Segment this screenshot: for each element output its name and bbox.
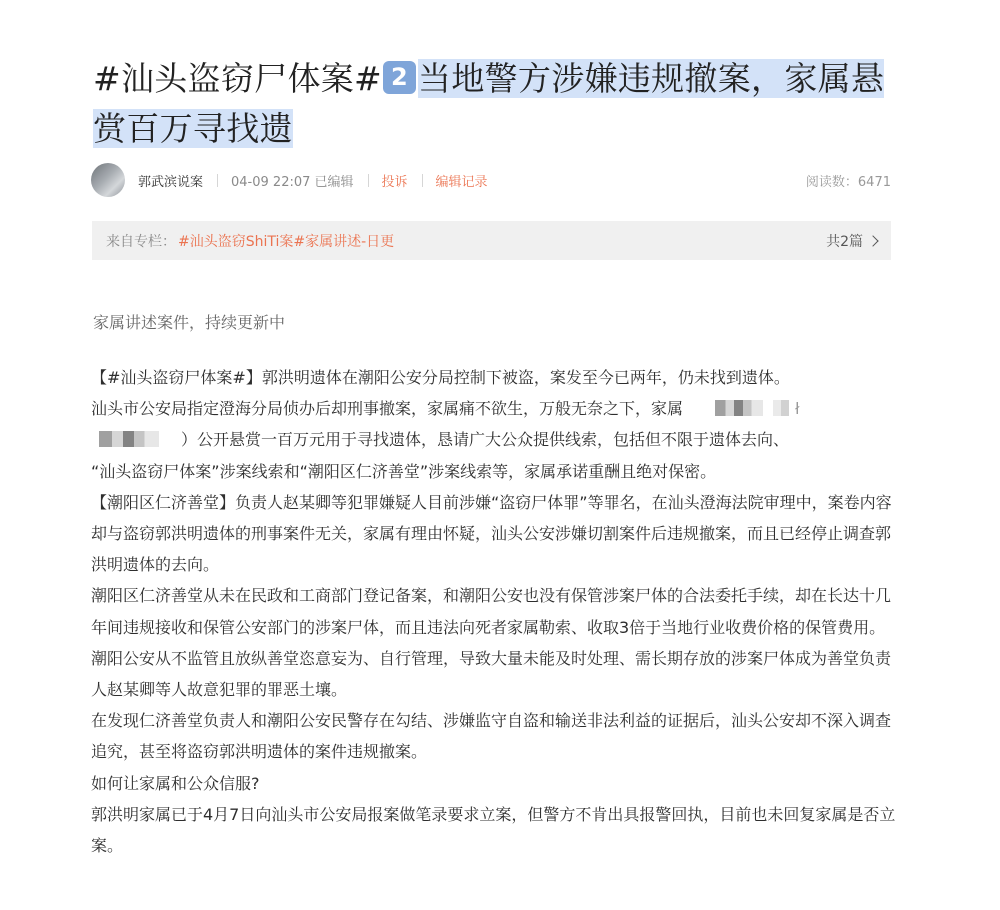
publish-date: 04-09 22:07 已编辑 bbox=[231, 174, 354, 190]
paragraph: 潮阳公安从不监管且放纵善堂恣意妄为、自行管理，导致大量未能及时处理、需长期存放的涉案尸体成为善堂负责人赵某卿等人故意犯罪的罪恶土壤。 bbox=[91, 648, 892, 700]
redacted-mosaic bbox=[99, 431, 159, 447]
redacted-mosaic bbox=[715, 400, 763, 416]
title-hashtag[interactable]: #汕头盗窃尸体案# bbox=[93, 59, 383, 98]
column-name-link[interactable]: #汕头盗窃ShiTi案#家属讲述-日更 bbox=[178, 233, 395, 250]
paragraph: 【潮阳区仁济善堂】负责人赵某卿等犯罪嫌疑人目前涉嫌“盗窃尸体罪”等罪名，在汕头澄海法院审理中，案卷内容却与盗窃郭洪明遗体的刑事案件无关，家属有理由怀疑，汕头公安涉嫌切割案件后违规撤案，而且已经停止调查郭洪明遗体的去向。 bbox=[91, 492, 892, 575]
number-two-icon: 2 bbox=[383, 61, 416, 94]
divider bbox=[422, 174, 423, 187]
article-intro: 家属讲述案件，持续更新中 bbox=[93, 313, 286, 332]
paragraph: 潮阳区仁济善堂从未在民政和工商部门登记备案，和潮阳公安也没有保管涉案尸体的合法委托手续，却在长达十几年间违规接收和保管公安部门的涉案尸体，而且违法向死者家属勒索、收取3倍于当地行业收费价格的保管费用。 bbox=[91, 586, 892, 637]
column-prefix: 来自专栏： bbox=[106, 233, 176, 250]
column-count-label: 共2篇 bbox=[826, 233, 863, 250]
body-fragment: ł bbox=[795, 399, 800, 419]
body-line: 汕头市公安局指定澄海分局侦办后却刑事撤案，家属痛不欲生，万般无奈之下，家属 bbox=[91, 399, 684, 419]
redacted-mosaic bbox=[773, 400, 789, 416]
chevron-right-icon bbox=[867, 235, 878, 246]
paragraph: 在发现仁济善堂负责人和潮阳公安民警存在勾结、涉嫌监守自盗和输送非法利益的证据后，汕头公安却不深入调查追究，甚至将盗窃郭洪明遗体的案件违规撤案。 bbox=[91, 711, 892, 762]
title-highlight-line2: 赏百万寻找遗 bbox=[93, 109, 293, 148]
body-line: 【#汕头盗窃尸体案#】郭洪明遗体在潮阳公安分局控制下被盗，案发至今已两年，仍未找到遗体。 bbox=[91, 368, 790, 387]
column-bar[interactable] bbox=[92, 221, 891, 260]
paragraph: 郭洪明家属已于4月7日向汕头市公安局报案做笔录要求立案，但警方不肯出具报警回执，目前也未回复家属是否立案。 bbox=[91, 804, 896, 856]
edit-history-link[interactable]: 编辑记录 bbox=[435, 174, 488, 190]
article-meta bbox=[91, 160, 891, 200]
article-body bbox=[91, 362, 901, 861]
article-title bbox=[93, 54, 903, 154]
divider bbox=[217, 174, 218, 187]
read-count: 阅读数：6471 bbox=[805, 174, 891, 190]
avatar[interactable] bbox=[91, 163, 125, 197]
author-name[interactable]: 郭武滨说案 bbox=[138, 174, 204, 190]
paragraph bbox=[91, 362, 901, 487]
report-link[interactable]: 投诉 bbox=[381, 174, 408, 190]
body-line: ）公开悬赏一百万元用于寻找遗体，恳请广大公众提供线索，包括但不限于遗体去向、 bbox=[181, 430, 790, 450]
column-count[interactable] bbox=[826, 231, 877, 251]
divider bbox=[368, 174, 369, 187]
body-line: “汕头盗窃尸体案”涉案线索和“潮阳区仁济善堂”涉案线索等，家属承诺重酬且绝对保密。 bbox=[91, 461, 717, 481]
paragraph: 如何让家属和公众信服? bbox=[91, 773, 260, 793]
title-highlight-line1: 当地警方涉嫌违规撤案，家属悬 bbox=[418, 59, 885, 98]
